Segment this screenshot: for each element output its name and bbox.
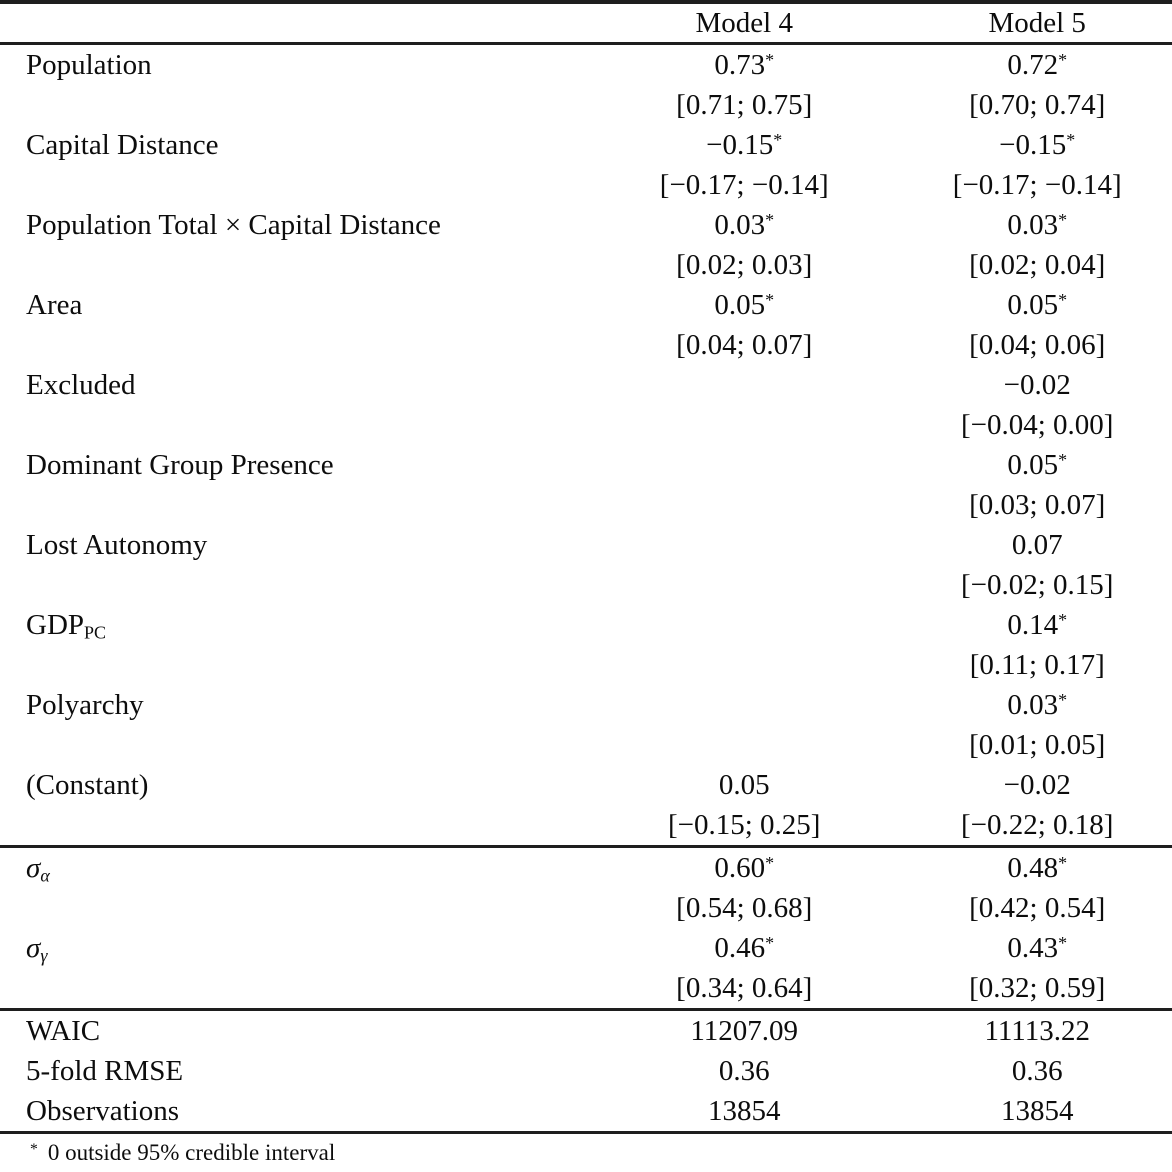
- estimate-value: 0.05: [714, 288, 766, 321]
- row-label-text: Excluded: [26, 368, 136, 401]
- row-label-text: Population: [26, 48, 152, 81]
- row-label-text: Capital Distance: [26, 128, 219, 161]
- estimate-cell: [586, 289, 902, 322]
- credible-interval-cell: [0.71; 0.75]: [676, 88, 813, 121]
- credible-interval-cell: [0.32; 0.59]: [969, 971, 1106, 1004]
- estimate-value: 0.14: [1007, 608, 1059, 641]
- fit-statistics-section: [0, 1011, 1172, 1131]
- row-label: [0, 129, 586, 162]
- estimate-value: 0.43: [1007, 931, 1059, 964]
- row-label-text: $\sigma_\gamma$: [26, 931, 48, 965]
- significance-star: *: [765, 852, 775, 873]
- estimate-cell: [902, 449, 1172, 482]
- significance-star: *: [1058, 852, 1068, 873]
- table-row: [0, 125, 1172, 165]
- table-row: [0, 485, 1172, 525]
- variance-section: [0, 848, 1172, 1008]
- estimate-value: 0.73: [714, 48, 766, 81]
- table-row: [0, 85, 1172, 125]
- statistic-value: 13854: [1000, 1094, 1074, 1127]
- row-label: [0, 609, 586, 642]
- table-row: [0, 205, 1172, 245]
- significance-star: *: [765, 209, 775, 230]
- credible-interval-cell: [0.02; 0.04]: [969, 248, 1106, 281]
- estimate-cell: [586, 129, 902, 162]
- estimate-value: 0.46: [714, 931, 766, 964]
- table-row: [0, 725, 1172, 765]
- significance-star: *: [1058, 49, 1068, 70]
- estimate-cell: [902, 209, 1172, 242]
- significance-star: *: [765, 49, 775, 70]
- estimate-cell: [902, 769, 1172, 802]
- significance-star: *: [1058, 932, 1068, 953]
- table-row: [0, 405, 1172, 445]
- credible-interval-cell: [0.70; 0.74]: [969, 88, 1106, 121]
- table-header: [0, 4, 1172, 42]
- estimate-value: −0.15: [999, 128, 1067, 161]
- table-row: [0, 365, 1172, 405]
- table-row: [0, 888, 1172, 928]
- estimate-value: 0.60: [714, 851, 766, 884]
- table-row: [0, 605, 1172, 645]
- credible-interval-cell: [0.42; 0.54]: [969, 891, 1106, 924]
- row-label-text: Observations: [26, 1094, 180, 1127]
- estimate-value: 0.03: [1007, 208, 1059, 241]
- credible-interval-cell: [−0.17; −0.14]: [659, 168, 829, 201]
- table-row: [0, 968, 1172, 1008]
- row-label-text: $GDP_{PC}$: [26, 608, 106, 642]
- row-label: [0, 529, 586, 562]
- table-row: [0, 445, 1172, 485]
- bottom-rule: [0, 1131, 1172, 1134]
- statistic-value: 11113.22: [984, 1014, 1090, 1047]
- row-label: [0, 369, 586, 402]
- row-label-subscript: PC: [84, 621, 106, 642]
- credible-interval-cell: [−0.17; −0.14]: [952, 168, 1122, 201]
- significance-star: *: [1058, 609, 1068, 630]
- table-row: [0, 285, 1172, 325]
- footnote-text: 0 outside 95% credible interval: [47, 1140, 336, 1165]
- credible-interval-cell: [−0.22; 0.18]: [960, 808, 1114, 841]
- estimate-value: −0.02: [1003, 768, 1071, 801]
- credible-interval-cell: [−0.04; 0.00]: [960, 408, 1114, 441]
- estimate-cell: [902, 49, 1172, 82]
- credible-interval-cell: [0.11; 0.17]: [969, 648, 1105, 681]
- estimate-value: −0.02: [1003, 368, 1071, 401]
- significance-star: *: [765, 932, 775, 953]
- estimate-cell: [586, 932, 902, 965]
- row-label-text: Population Total × Capital Distance: [26, 208, 441, 241]
- credible-interval-cell: [0.34; 0.64]: [676, 971, 813, 1004]
- significance-star: *: [1058, 449, 1068, 470]
- table-row: [0, 645, 1172, 685]
- table-row: [0, 765, 1172, 805]
- estimate-value: 0.03: [1007, 688, 1059, 721]
- estimate-cell: [902, 852, 1172, 885]
- row-label-text: $\sigma_\alpha$: [26, 851, 50, 885]
- estimate-value: 0.05: [718, 768, 770, 801]
- credible-interval-cell: [0.54; 0.68]: [676, 891, 813, 924]
- row-label: [0, 289, 586, 322]
- row-label-text: WAIC: [26, 1014, 101, 1047]
- significance-star: *: [765, 289, 775, 310]
- estimate-cell: [902, 609, 1172, 642]
- estimate-value: 0.07: [1011, 528, 1063, 561]
- estimate-cell: [586, 769, 902, 802]
- row-label: [0, 689, 586, 722]
- significance-star: *: [1066, 129, 1076, 150]
- table-row: [0, 525, 1172, 565]
- table-row: [0, 805, 1172, 845]
- estimate-cell: [902, 129, 1172, 162]
- estimate-cell: [902, 289, 1172, 322]
- table-row: [0, 848, 1172, 888]
- row-label-text: Dominant Group Presence: [26, 448, 334, 481]
- row-label: [0, 1015, 586, 1048]
- credible-interval-cell: [0.01; 0.05]: [969, 728, 1106, 761]
- estimate-cell: [902, 529, 1172, 562]
- row-label: [0, 209, 586, 242]
- row-label: [0, 769, 586, 802]
- row-label-subscript: γ: [40, 944, 48, 965]
- significance-star: *: [773, 129, 783, 150]
- row-label-text: (Constant): [26, 768, 149, 801]
- row-label: [0, 49, 586, 82]
- table-row: [0, 685, 1172, 725]
- table-row: [0, 1051, 1172, 1091]
- estimate-cell: [902, 932, 1172, 965]
- credible-interval-cell: [0.04; 0.06]: [969, 328, 1106, 361]
- header-model-5: Model 5: [988, 6, 1086, 39]
- table-row: [0, 928, 1172, 968]
- credible-interval-cell: [0.02; 0.03]: [676, 248, 813, 281]
- statistic-value: 13854: [707, 1094, 781, 1127]
- estimate-value: 0.72: [1007, 48, 1059, 81]
- row-label: [0, 1095, 586, 1128]
- significance-star: *: [1058, 689, 1068, 710]
- row-label: [0, 852, 586, 885]
- estimate-cell: [586, 49, 902, 82]
- row-label: [0, 449, 586, 482]
- table-row: [0, 45, 1172, 85]
- row-label-subscript: α: [40, 864, 50, 885]
- row-label-text: 5-fold RMSE: [26, 1054, 184, 1087]
- significance-star: *: [1058, 289, 1068, 310]
- row-label-text: Area: [26, 288, 83, 321]
- significance-star: *: [1058, 209, 1068, 230]
- footnote-marker: *: [30, 1140, 38, 1158]
- credible-interval-cell: [−0.15; 0.25]: [667, 808, 821, 841]
- statistic-value: 0.36: [1011, 1054, 1063, 1087]
- estimate-cell: [902, 689, 1172, 722]
- row-label-text: Lost Autonomy: [26, 528, 208, 561]
- credible-interval-cell: [0.04; 0.07]: [676, 328, 813, 361]
- row-label: [0, 932, 586, 965]
- estimate-cell: [586, 209, 902, 242]
- statistic-value: 0.36: [718, 1054, 770, 1087]
- row-label-text: Polyarchy: [26, 688, 144, 721]
- table-row: [0, 245, 1172, 285]
- coefficients-section: [0, 45, 1172, 845]
- estimate-cell: [586, 852, 902, 885]
- estimate-value: 0.05: [1007, 288, 1059, 321]
- row-label: [0, 1055, 586, 1088]
- table-row: [0, 325, 1172, 365]
- estimate-value: 0.48: [1007, 851, 1059, 884]
- header-model-4: Model 4: [695, 6, 793, 39]
- table-row: [0, 1091, 1172, 1131]
- table-row: [0, 565, 1172, 605]
- statistic-value: 11207.09: [690, 1014, 799, 1047]
- table-row: [0, 165, 1172, 205]
- table-row: [0, 1011, 1172, 1051]
- credible-interval-cell: [−0.02; 0.15]: [960, 568, 1114, 601]
- credible-interval-cell: [0.03; 0.07]: [969, 488, 1106, 521]
- estimate-value: 0.03: [714, 208, 766, 241]
- footnote: [0, 1140, 1172, 1166]
- estimate-value: −0.15: [706, 128, 774, 161]
- estimate-value: 0.05: [1007, 448, 1059, 481]
- estimate-cell: [902, 369, 1172, 402]
